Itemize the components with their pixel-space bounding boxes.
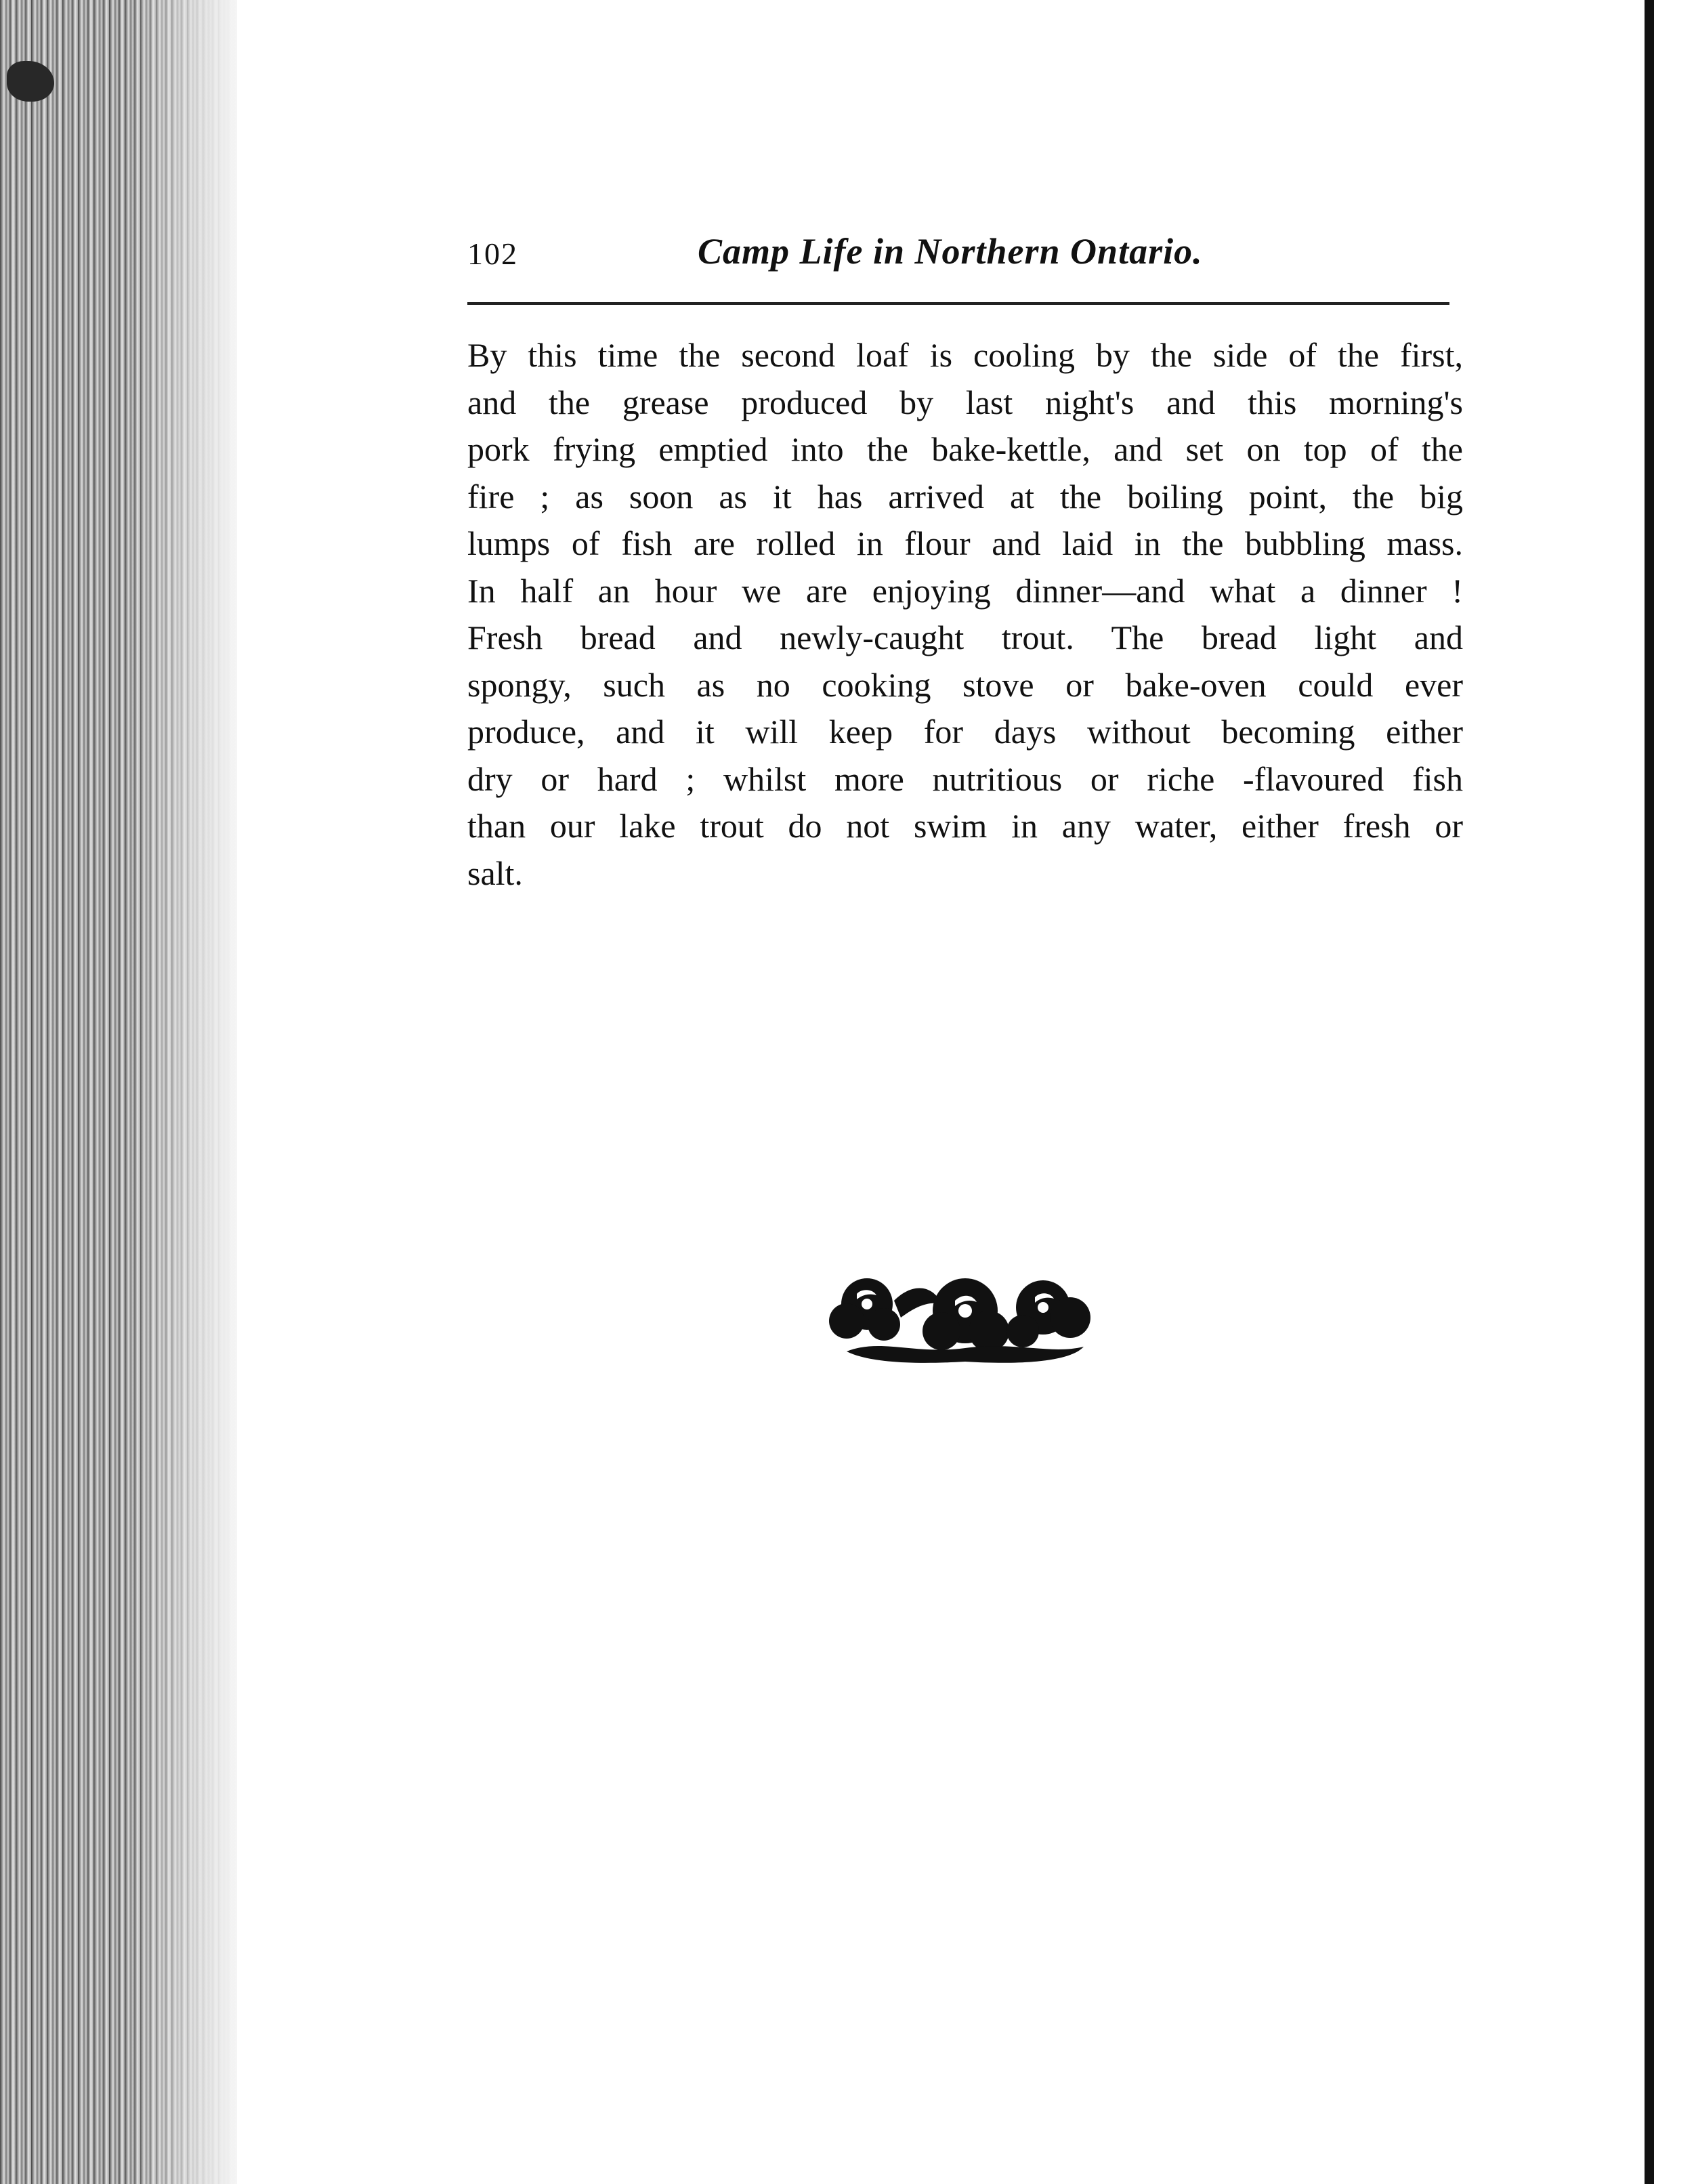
text-line: spongy, such as no cooking stove or bake-oven could ever	[467, 665, 1463, 704]
right-margin	[1654, 0, 1696, 2184]
text-line: In half an hour we are enjoying dinner—and what a dinner !	[467, 571, 1463, 610]
right-page-border	[1645, 0, 1654, 2184]
text-line: dry or hard ; whilst more nutritious or riche -flavoured fish	[467, 759, 1463, 798]
text-line: Fresh bread and newly-caught trout. The bread light and	[467, 618, 1463, 656]
page-number: 102	[467, 236, 518, 271]
running-head	[467, 230, 1449, 285]
text-line: lumps of fish are rolled in flour and laid in the bubbling mass.	[467, 524, 1463, 562]
page-edges-stack	[0, 0, 237, 2184]
book-title: Camp Life in Northern Ontario.	[698, 231, 1203, 272]
body-paragraph	[467, 332, 1463, 897]
ink-blot-mark	[7, 61, 54, 102]
text-line: and the grease produced by last night's and this morning's	[467, 383, 1463, 421]
text-line: fire ; as soon as it has arrived at the boiling point, the big	[467, 477, 1463, 516]
text-line: than our lake trout do not swim in any water, either fresh or	[467, 807, 1463, 845]
text-line: produce, and it will keep for days without becoming either	[467, 713, 1463, 751]
text-line: pork frying emptied into the bake-kettle, and set on top of the	[467, 430, 1463, 468]
header-rule	[467, 302, 1449, 305]
text-line: By this time the second loaf is cooling by the side of the first,	[467, 336, 1463, 374]
floral-ornament-icon	[820, 1267, 1111, 1375]
text-line: salt.	[467, 854, 523, 892]
